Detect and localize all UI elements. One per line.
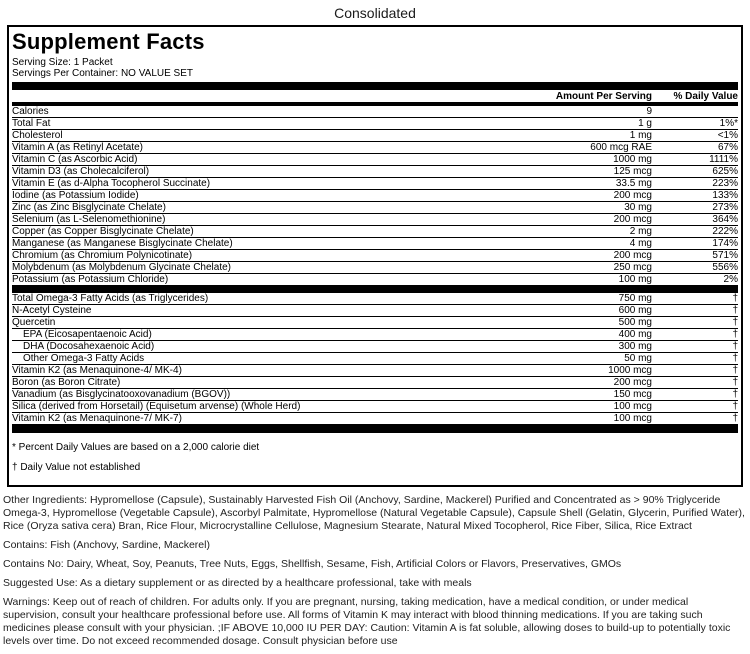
nutrient-row <box>12 106 738 117</box>
panel-title: Supplement Facts <box>12 29 205 54</box>
nutrient-amount: 1 mg <box>629 130 652 141</box>
footnote-percent-dv: * Percent Daily Values are based on a 2,000 calorie diet <box>12 442 260 453</box>
header-amount-per-serving: Amount Per Serving <box>555 91 652 102</box>
nutrient-daily-value: 556% <box>712 262 738 273</box>
nutrient-row <box>12 340 738 352</box>
nutrient-row <box>12 261 738 273</box>
nutrient-amount: 600 mg <box>618 305 652 316</box>
nutrient-row <box>12 316 738 328</box>
nutrient-amount: 1000 mcg <box>608 365 652 376</box>
nutrient-name: Vitamin A (as Retinyl Acetate) <box>12 142 143 153</box>
nutrient-name: DHA (Docosahexaenoic Acid) <box>23 341 155 352</box>
nutrient-amount: 150 mcg <box>613 389 652 400</box>
nutrient-amount: 500 mg <box>618 317 652 328</box>
nutrient-amount: 33.5 mg <box>615 178 652 189</box>
suggested-use-text: Suggested Use: As a dietary supplement or as directed by a healthcare professional, take with meals <box>3 577 472 589</box>
nutrient-daily-value: 67% <box>717 142 738 153</box>
nutrient-row <box>12 237 738 249</box>
nutrient-amount: 200 mcg <box>613 190 652 201</box>
nutrient-name: Vitamin D3 (as Cholecalciferol) <box>12 166 150 177</box>
nutrient-daily-value: † <box>732 341 738 352</box>
nutrient-daily-value: † <box>732 365 738 376</box>
nutrient-name: Boron (as Boron Citrate) <box>12 377 121 388</box>
nutrient-amount: 400 mg <box>618 329 652 340</box>
nutrient-daily-value: 273% <box>712 202 738 213</box>
nutrient-amount: 2 mg <box>629 226 652 237</box>
nutrient-name: Vitamin C (as Ascorbic Acid) <box>12 154 138 165</box>
nutrient-name: Total Fat <box>12 118 51 129</box>
nutrient-row <box>12 352 738 364</box>
nutrient-name: Chromium (as Chromium Polynicotinate) <box>12 250 193 261</box>
nutrient-amount: 100 mcg <box>613 413 652 424</box>
nutrient-row <box>12 328 738 340</box>
nutrient-row <box>12 249 738 261</box>
nutrient-amount: 200 mcg <box>613 250 652 261</box>
nutrient-amount: 200 mcg <box>613 214 652 225</box>
nutrient-amount: 750 mg <box>618 293 652 304</box>
nutrient-row <box>12 153 738 165</box>
nutrient-daily-value: 625% <box>712 166 738 177</box>
nutrient-daily-value: 133% <box>712 190 738 201</box>
nutrient-daily-value: 223% <box>712 178 738 189</box>
nutrient-amount: 9 <box>646 106 652 117</box>
nutrient-daily-value: 571% <box>712 250 738 261</box>
nutrient-row <box>12 376 738 388</box>
supplement-facts-panel <box>7 25 743 487</box>
nutrient-row <box>12 201 738 213</box>
nutrient-amount: 250 mcg <box>613 262 652 273</box>
servings-per-container: Servings Per Container: NO VALUE SET <box>12 68 193 79</box>
nutrient-name: Selenium (as L-Selenomethionine) <box>12 214 166 225</box>
nutrient-name: Vitamin K2 (as Menaquinone-4/ MK-4) <box>12 365 182 376</box>
nutrient-row <box>12 165 738 177</box>
header-percent-daily-value: % Daily Value <box>673 91 738 102</box>
nutrient-daily-value: † <box>732 317 738 328</box>
nutrient-row <box>12 189 738 201</box>
nutrient-daily-value: † <box>732 329 738 340</box>
nutrient-amount: 50 mg <box>624 353 652 364</box>
nutrient-amount: 1000 mg <box>613 154 652 165</box>
nutrient-name: Iodine (as Potassium Iodide) <box>12 190 139 201</box>
nutrient-row <box>12 273 738 285</box>
nutrient-amount: 300 mg <box>618 341 652 352</box>
nutrient-name: Vitamin E (as d-Alpha Tocopherol Succinate) <box>12 178 211 189</box>
nutrient-daily-value: † <box>732 377 738 388</box>
separator-bar-top <box>12 82 738 90</box>
nutrient-rows-secondary <box>12 293 738 424</box>
nutrient-row <box>12 400 738 412</box>
nutrient-daily-value: 364% <box>712 214 738 225</box>
nutrient-name: Total Omega-3 Fatty Acids (as Triglycerides) <box>12 293 209 304</box>
nutrient-daily-value: 1111% <box>709 154 738 165</box>
nutrient-amount: 4 mg <box>629 238 652 249</box>
nutrient-row <box>12 304 738 316</box>
nutrient-row <box>12 388 738 400</box>
nutrient-row <box>12 225 738 237</box>
nutrient-name: Potassium (as Potassium Chloride) <box>12 274 169 285</box>
separator-bar-bottom <box>12 424 738 433</box>
nutrient-daily-value: 174% <box>712 238 738 249</box>
nutrient-row <box>12 213 738 225</box>
nutrient-name: EPA (Eicosapentaenoic Acid) <box>23 329 152 340</box>
contains-text: Contains: Fish (Anchovy, Sardine, Mackerel) <box>3 539 210 551</box>
nutrient-row <box>12 117 738 129</box>
nutrient-daily-value: 222% <box>712 226 738 237</box>
table-header-row <box>12 90 738 102</box>
other-ingredients-text: Other Ingredients: Hypromellose (Capsule), Sustainably Harvested Fish Oil (Anchovy, Sardine, Mackerel) Purified and Concentrated as > 90% Triglyceride Omega-3, Hypromellose (Vegetable Capsule), Ascorbyl Palmitate, Hypromellose (Natural Vegetable Capsule), Capsule Shell (Gelatin, Glycerin, Purified Water), Rice (Oryza sativa cera) Bran, Rice Flour, Microcrystalline Cellulose, Magnesium Stearate, Natural Mixed Tocopherol, Rice Fiber, Silica, Rice Extract <box>3 494 745 532</box>
nutrient-amount: 200 mcg <box>613 377 652 388</box>
nutrient-row <box>12 364 738 376</box>
nutrient-name: Vitamin K2 (as Menaquinone-7/ MK-7) <box>12 413 182 424</box>
nutrient-rows-main <box>12 106 738 285</box>
nutrient-row <box>12 177 738 189</box>
nutrient-name: Other Omega-3 Fatty Acids <box>23 353 145 364</box>
nutrient-name: Silica (derived from Horsetail) (Equisetum arvense) (Whole Herd) <box>12 401 301 412</box>
footnote-dagger: † Daily Value not established <box>12 462 141 473</box>
info-section <box>3 494 747 648</box>
nutrient-amount: 600 mcg RAE <box>590 142 652 153</box>
nutrient-daily-value: <1% <box>717 130 738 141</box>
nutrient-amount: 1 g <box>638 118 652 129</box>
nutrient-amount: 100 mcg <box>613 401 652 412</box>
nutrient-name: Copper (as Copper Bisglycinate Chelate) <box>12 226 194 237</box>
nutrient-daily-value: † <box>732 413 738 424</box>
warnings-text: Warnings: Keep out of reach of children. For adults only. If you are pregnant, nursing, taking medication, have a medical condition, or under medical supervision, consult your healthcare professional before use. All forms of Vitamin K may interact with blood thinning medications. If you are taking such medicines please consult with your physician. ;IF ABOVE 10,000 IU PER DAY: Caution: Vitamin A is fat soluble, allowing doses to build-up to potentially toxic levels over time. Do not exceed recommended dosage. Consult physician before use <box>3 596 731 647</box>
nutrient-row <box>12 412 738 424</box>
nutrient-daily-value: 2% <box>723 274 738 285</box>
nutrient-daily-value: † <box>732 293 738 304</box>
nutrient-amount: 100 mg <box>618 274 652 285</box>
nutrient-daily-value: † <box>732 353 738 364</box>
nutrient-name: Calories <box>12 106 49 117</box>
nutrient-row <box>12 293 738 304</box>
nutrient-name: Vanadium (as Bisglycinatooxovanadium (BGOV)) <box>12 389 231 400</box>
page-title: Consolidated <box>334 5 416 21</box>
nutrient-amount: 30 mg <box>624 202 652 213</box>
nutrient-name: Cholesterol <box>12 130 63 141</box>
nutrient-daily-value: † <box>732 401 738 412</box>
nutrient-name: Manganese (as Manganese Bisglycinate Chelate) <box>12 238 233 249</box>
nutrient-row <box>12 129 738 141</box>
nutrient-name: Quercetin <box>12 317 56 328</box>
nutrient-name: N-Acetyl Cysteine <box>12 305 92 316</box>
nutrient-daily-value: † <box>732 389 738 400</box>
nutrient-row <box>12 141 738 153</box>
nutrient-daily-value: 1%* <box>719 118 738 129</box>
nutrient-amount: 125 mcg <box>613 166 652 177</box>
separator-bar-group <box>12 285 738 293</box>
serving-size: Serving Size: 1 Packet <box>12 57 113 68</box>
nutrient-name: Molybdenum (as Molybdenum Glycinate Chelate) <box>12 262 231 273</box>
nutrient-daily-value: † <box>732 305 738 316</box>
contains-no-text: Contains No: Dairy, Wheat, Soy, Peanuts, Tree Nuts, Eggs, Shellfish, Sesame, Fish, Artificial Colors or Flavors, Preservatives, GMOs <box>3 558 622 570</box>
nutrient-name: Zinc (as Zinc Bisglycinate Chelate) <box>12 202 166 213</box>
